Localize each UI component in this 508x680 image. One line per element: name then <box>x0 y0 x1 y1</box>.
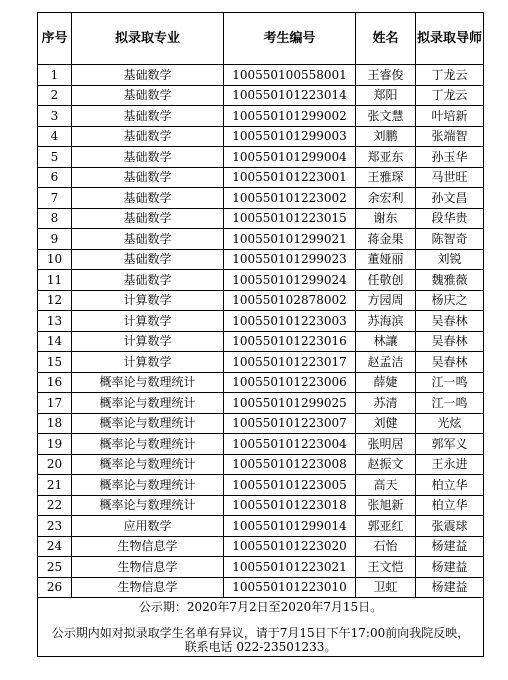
row-major: 生物信息学 <box>72 536 224 557</box>
table-row <box>38 475 484 496</box>
row-advisor: 叶培新 <box>416 106 484 127</box>
row-exam-id: 100550101299004 <box>224 147 356 168</box>
row-number: 21 <box>38 475 72 496</box>
row-number: 6 <box>38 167 72 188</box>
table-row <box>38 557 484 578</box>
row-advisor: 丁龙云 <box>416 85 484 106</box>
row-exam-id: 100550101299002 <box>224 106 356 127</box>
header-name: 姓名 <box>356 13 416 65</box>
row-major: 概率论与数理统计 <box>72 393 224 414</box>
row-advisor: 马世旺 <box>416 167 484 188</box>
table-row <box>38 495 484 516</box>
table-row <box>38 516 484 537</box>
row-advisor: 江一鸣 <box>416 393 484 414</box>
table-row <box>38 290 484 311</box>
table-row <box>38 106 484 127</box>
row-major: 计算数学 <box>72 311 224 332</box>
row-number: 14 <box>38 331 72 352</box>
row-major: 计算数学 <box>72 331 224 352</box>
row-major: 基础数学 <box>72 147 224 168</box>
row-advisor: 王永进 <box>416 454 484 475</box>
row-number: 10 <box>38 249 72 270</box>
row-major: 基础数学 <box>72 229 224 250</box>
row-exam-id: 100550101223004 <box>224 434 356 455</box>
table-row <box>38 229 484 250</box>
row-number: 8 <box>38 208 72 229</box>
row-major: 基础数学 <box>72 249 224 270</box>
row-major: 基础数学 <box>72 85 224 106</box>
table-row <box>38 249 484 270</box>
row-major: 概率论与数理统计 <box>72 413 224 434</box>
row-number: 9 <box>38 229 72 250</box>
row-name: 张明居 <box>356 434 416 455</box>
row-name: 郑亚东 <box>356 147 416 168</box>
row-name: 董娅丽 <box>356 249 416 270</box>
row-advisor: 孙玉华 <box>416 147 484 168</box>
table-row <box>38 85 484 106</box>
row-exam-id: 100550101223020 <box>224 536 356 557</box>
row-exam-id: 100550101223007 <box>224 413 356 434</box>
row-advisor: 吴春林 <box>416 311 484 332</box>
row-number: 26 <box>38 577 72 598</box>
table-row <box>38 352 484 373</box>
row-name: 张旭新 <box>356 495 416 516</box>
row-number: 3 <box>38 106 72 127</box>
notice-objection: 公示期内如对拟录取学生名单有异议，请于7月15日下午17:00前向我院反映， <box>51 626 470 640</box>
row-number: 19 <box>38 434 72 455</box>
row-major: 计算数学 <box>72 352 224 373</box>
row-major: 应用数学 <box>72 516 224 537</box>
row-advisor: 陈智奇 <box>416 229 484 250</box>
row-exam-id: 100550101223003 <box>224 311 356 332</box>
row-major: 生物信息学 <box>72 557 224 578</box>
row-major: 基础数学 <box>72 208 224 229</box>
row-major: 概率论与数理统计 <box>72 495 224 516</box>
row-number: 22 <box>38 495 72 516</box>
row-exam-id: 100550101223008 <box>224 454 356 475</box>
row-advisor: 吴春林 <box>416 331 484 352</box>
row-exam-id: 100550101223021 <box>224 557 356 578</box>
notice-period: 公示期：2020年7月2日至2020年7月15日。 <box>138 600 383 614</box>
row-advisor: 杨庆之 <box>416 290 484 311</box>
row-name: 赵振文 <box>356 454 416 475</box>
row-name: 高天 <box>356 475 416 496</box>
row-exam-id: 100550102878002 <box>224 290 356 311</box>
row-advisor: 魏雅薇 <box>416 270 484 291</box>
row-exam-id: 100550101223017 <box>224 352 356 373</box>
row-number: 16 <box>38 372 72 393</box>
row-exam-id: 100550101223005 <box>224 475 356 496</box>
row-major: 计算数学 <box>72 290 224 311</box>
row-number: 17 <box>38 393 72 414</box>
row-number: 5 <box>38 147 72 168</box>
table-row <box>38 208 484 229</box>
row-major: 基础数学 <box>72 126 224 147</box>
notice-cell <box>38 598 484 657</box>
row-advisor: 江一鸣 <box>416 372 484 393</box>
row-advisor: 刘锐 <box>416 249 484 270</box>
row-name: 赵孟洁 <box>356 352 416 373</box>
row-number: 2 <box>38 85 72 106</box>
row-exam-id: 100550101223006 <box>224 372 356 393</box>
table-row <box>38 372 484 393</box>
row-major: 基础数学 <box>72 65 224 86</box>
row-name: 苏海滨 <box>356 311 416 332</box>
row-major: 概率论与数理统计 <box>72 372 224 393</box>
row-advisor: 丁龙云 <box>416 65 484 86</box>
row-major: 概率论与数理统计 <box>72 475 224 496</box>
row-name: 石怡 <box>356 536 416 557</box>
row-number: 4 <box>38 126 72 147</box>
table-row <box>38 536 484 557</box>
table-row <box>38 270 484 291</box>
notice-row <box>38 598 484 657</box>
row-exam-id: 100550101299025 <box>224 393 356 414</box>
row-name: 王雅琛 <box>356 167 416 188</box>
row-exam-id: 100550101223015 <box>224 208 356 229</box>
row-advisor: 吴春林 <box>416 352 484 373</box>
header-major: 拟录取专业 <box>72 13 224 65</box>
table-row <box>38 188 484 209</box>
row-number: 7 <box>38 188 72 209</box>
row-name: 张文慧 <box>356 106 416 127</box>
row-exam-id: 100550101299023 <box>224 249 356 270</box>
row-major: 基础数学 <box>72 270 224 291</box>
row-number: 11 <box>38 270 72 291</box>
table-row <box>38 393 484 414</box>
row-advisor: 杨建益 <box>416 577 484 598</box>
row-advisor: 张端智 <box>416 126 484 147</box>
row-name: 郑阳 <box>356 85 416 106</box>
row-advisor: 段华贵 <box>416 208 484 229</box>
header-row <box>38 13 484 65</box>
row-name: 谢东 <box>356 208 416 229</box>
row-name: 蒋金果 <box>356 229 416 250</box>
row-advisor: 孙文昌 <box>416 188 484 209</box>
row-major: 生物信息学 <box>72 577 224 598</box>
table-row <box>38 577 484 598</box>
header-number: 序号 <box>38 13 72 65</box>
row-name: 方园周 <box>356 290 416 311</box>
row-name: 刘健 <box>356 413 416 434</box>
row-exam-id: 100550101223010 <box>224 577 356 598</box>
row-number: 18 <box>38 413 72 434</box>
header-advisor: 拟录取导师 <box>416 13 484 65</box>
row-name: 余宏利 <box>356 188 416 209</box>
row-exam-id: 100550101299003 <box>224 126 356 147</box>
row-major: 概率论与数理统计 <box>72 434 224 455</box>
row-exam-id: 100550101223016 <box>224 331 356 352</box>
row-name: 郭亚红 <box>356 516 416 537</box>
row-name: 苏清 <box>356 393 416 414</box>
row-name: 王文恺 <box>356 557 416 578</box>
row-exam-id: 100550101299024 <box>224 270 356 291</box>
row-exam-id: 100550101223018 <box>224 495 356 516</box>
row-number: 12 <box>38 290 72 311</box>
row-major: 概率论与数理统计 <box>72 454 224 475</box>
notice-contact: 联系电话 022-23501233。 <box>184 640 337 654</box>
admission-table <box>37 12 484 657</box>
table-row <box>38 413 484 434</box>
row-number: 15 <box>38 352 72 373</box>
row-number: 1 <box>38 65 72 86</box>
row-number: 23 <box>38 516 72 537</box>
header-exam-id: 考生编号 <box>224 13 356 65</box>
row-name: 林讓 <box>356 331 416 352</box>
table-row <box>38 454 484 475</box>
row-exam-id: 100550101223014 <box>224 85 356 106</box>
table-row <box>38 167 484 188</box>
row-advisor: 郭军义 <box>416 434 484 455</box>
row-name: 卫虹 <box>356 577 416 598</box>
row-number: 13 <box>38 311 72 332</box>
row-name: 薛婕 <box>356 372 416 393</box>
row-major: 基础数学 <box>72 106 224 127</box>
row-exam-id: 100550101299014 <box>224 516 356 537</box>
row-advisor: 光炫 <box>416 413 484 434</box>
row-advisor: 杨建益 <box>416 536 484 557</box>
row-major: 基础数学 <box>72 167 224 188</box>
row-number: 24 <box>38 536 72 557</box>
table-row <box>38 311 484 332</box>
row-number: 20 <box>38 454 72 475</box>
table-row <box>38 434 484 455</box>
row-exam-id: 100550101299021 <box>224 229 356 250</box>
row-advisor: 柏立华 <box>416 495 484 516</box>
table-row <box>38 65 484 86</box>
row-exam-id: 100550101223001 <box>224 167 356 188</box>
table-row <box>38 126 484 147</box>
row-exam-id: 100550101223002 <box>224 188 356 209</box>
row-name: 任敬创 <box>356 270 416 291</box>
table-row <box>38 331 484 352</box>
row-number: 25 <box>38 557 72 578</box>
row-name: 刘鹏 <box>356 126 416 147</box>
table-row <box>38 147 484 168</box>
row-advisor: 柏立华 <box>416 475 484 496</box>
row-major: 基础数学 <box>72 188 224 209</box>
row-exam-id: 100550100558001 <box>224 65 356 86</box>
row-name: 王睿俊 <box>356 65 416 86</box>
row-advisor: 张震球 <box>416 516 484 537</box>
row-advisor: 杨建益 <box>416 557 484 578</box>
